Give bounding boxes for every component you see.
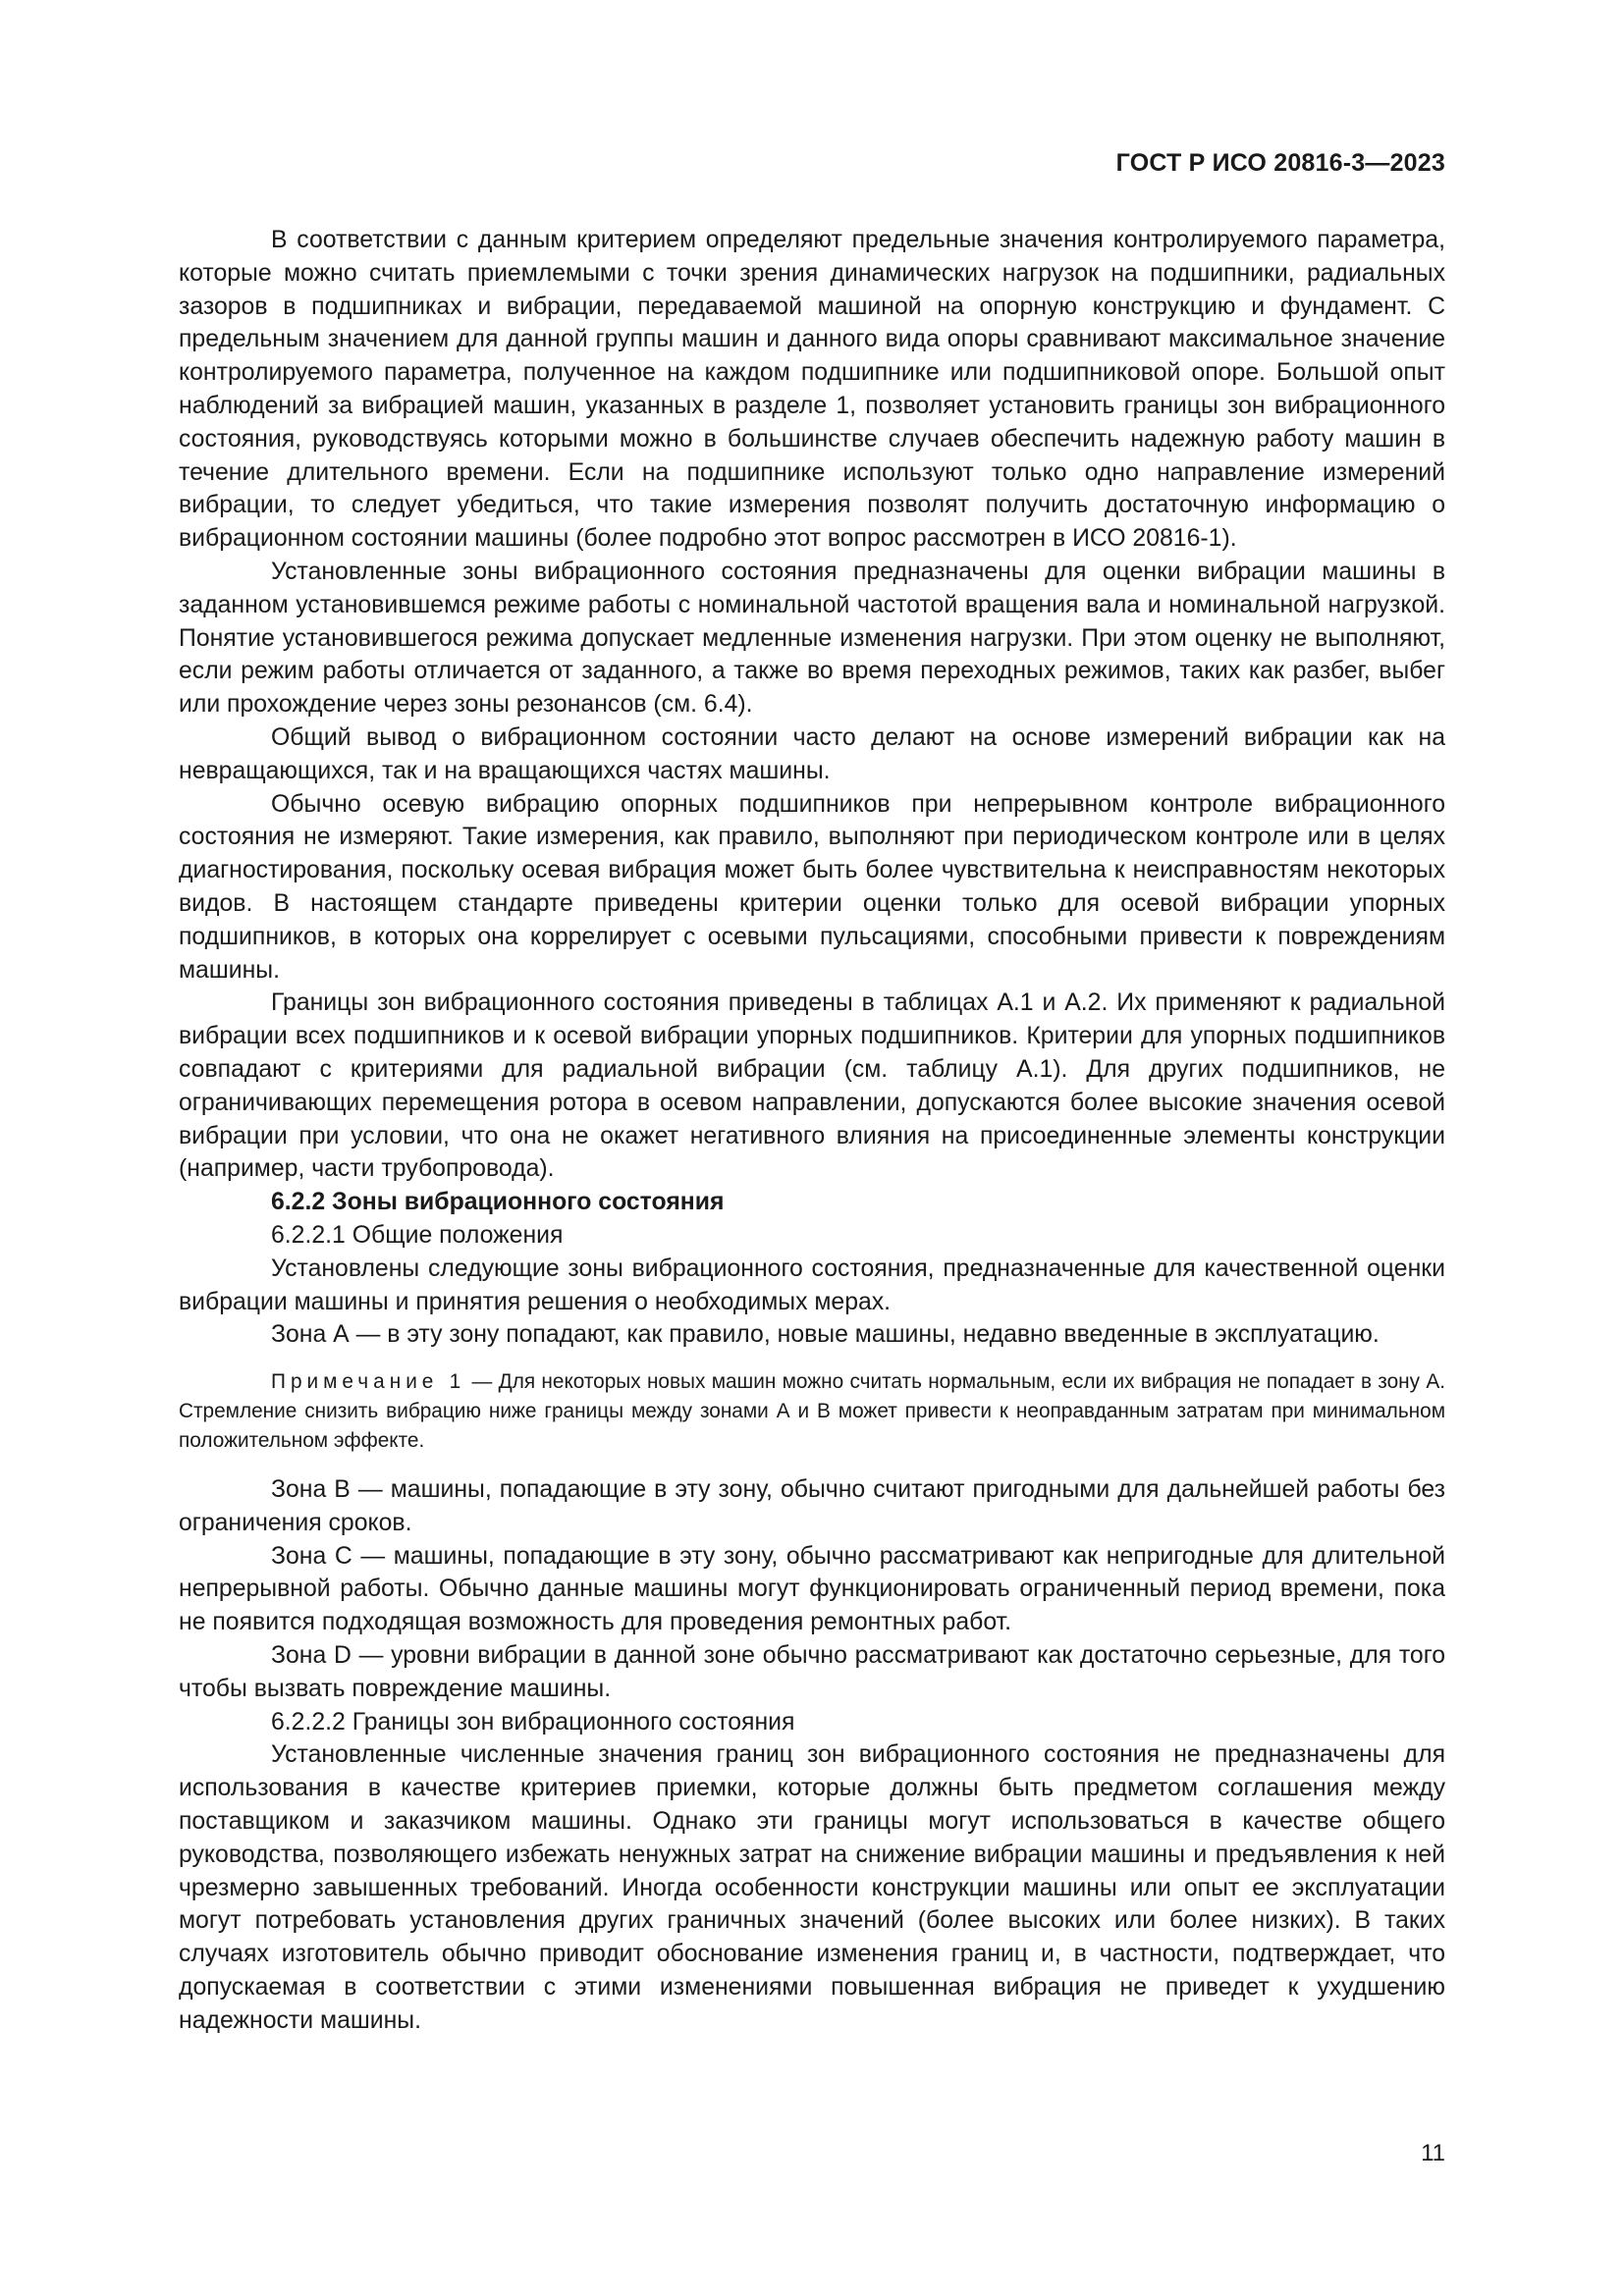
document-code-header: ГОСТ Р ИСО 20816-3—2023	[1115, 149, 1445, 177]
paragraph-zones-established: Установлены следующие зоны вибрационного состояния, предназначенные для качественной оценки вибрации машины и принятия решения о необходимых мерах.	[179, 1255, 1445, 1315]
zone-b-description: Зона В — машины, попадающие в эту зону, обычно считают пригодными для дальнейшей работы без ограничения сроков.	[179, 1476, 1445, 1536]
paragraph-general-conclusion: Общий вывод о вибрационном состоянии часто делают на основе измерений вибрации как на невращающихся, так и на вращающихся частях машины.	[179, 723, 1445, 784]
paragraph-boundary-values: Установленные численные значения границ зон вибрационного состояния не предназначены для использования в качестве критериев приемки, которые должны быть предметом соглашения между поставщиком и заказчиком машины. Однако эти границы могут использоваться в качестве общего руководства, позволяющего избежать ненужных затрат на снижение вибрации машины и предъявления к ней чрезмерно завышенных требований. Иногда особенности конструкции машины или опыт ее эксплуатации могут потребовать установления других граничных значений (более высоких или более низких). В таких случаях изготовитель обычно приводит обоснование изменения границ и, в частности, подтверждает, что допускаемая в соответствии с этими изменениями повышенная вибрация не приведет к ухудшению надежности машины.	[179, 1741, 1445, 2034]
section-heading-6-2-2: 6.2.2 Зоны вибрационного состояния	[271, 1189, 725, 1216]
paragraph-criterion-limits: В соответствии с данным критерием определяют предельные значения контролируемого параметра, которые можно считать приемлемыми с точки зрения динамических нагрузок на подшипники, радиальных зазоров в подшипниках и вибрации, передаваемой машиной на опорную конструкцию и фундамент. С предельным значением для данной группы машин и данного вида опоры сравнивают максимальное значение контролируемого параметра, полученное на каждом подшипнике или подшипниковой опоре. Большой опыт наблюдений за вибрацией машин, указанных в разделе 1, позволяет установить границы зон вибрационного состояния, руководствуясь которыми можно в большинстве случаев обеспечить надежную работу машин в течение длительного времени. Если на подшипнике используют только одно направление измерений вибрации, то следует убедиться, что такие измерения позволят получить достаточную информацию о вибрационном состоянии машины (более подробно этот вопрос рассмотрен в ИСО 20816-1).	[179, 227, 1445, 553]
note-label: Примечание 1	[271, 1370, 466, 1394]
note-1	[179, 1367, 1445, 1456]
zone-d-description: Зона D — уровни вибрации в данной зоне обычно рассматривают как достаточно серьезные, для того чтобы вызвать повреждение машины.	[179, 1642, 1445, 1702]
subsection-6-2-2-1: 6.2.2.1 Общие положения	[271, 1221, 564, 1249]
subsection-6-2-2-2: 6.2.2.2 Границы зон вибрационного состояния	[271, 1708, 795, 1735]
page-number: 11	[1421, 2140, 1445, 2166]
paragraph-zone-boundaries-tables: Границы зон вибрационного состояния приведены в таблицах А.1 и А.2. Их применяют к радиальной вибрации всех подшипников и к осевой вибрации упорных подшипников. Критерии для упорных подшипников совпадают с критериями для радиальной вибрации (см. таблицу А.1). Для других подшипников, не ограничивающих перемещения ротора в осевом направлении, допускаются более высокие значения осевой вибрации при условии, что она не окажет негативного влияния на присоединенные элементы конструкции (например, части трубопровода).	[179, 989, 1445, 1183]
paragraph-steady-state: Установленные зоны вибрационного состояния предназначены для оценки вибрации машины в заданном установившемся режиме работы с номинальной частотой вращения вала и номинальной нагрузкой. Понятие установившегося режима допускает медленные изменения нагрузки. При этом оценку не выполняют, если режим работы отличается от заданного, а также во время переходных режимов, таких как разбег, выбег или прохождение через зоны резонансов (см. 6.4).	[179, 558, 1445, 719]
paragraph-axial-vibration: Обычно осевую вибрацию опорных подшипников при непрерывном контроле вибрационного состояния не измеряют. Такие измерения, как правило, выполняют при периодическом контроле или в целях диагностирования, поскольку осевая вибрация может быть более чувствительна к неисправностям некоторых видов. В настоящем стандарте приведены критерии оценки только для осевой вибрации упорных подшипников, в которых она коррелирует с осевыми пульсациями, способными привести к повреждениям машины.	[179, 790, 1445, 984]
document-body	[179, 224, 1445, 2038]
note-text: — Для некоторых новых машин можно считать нормальным, если их вибрация не попадает в зону А. Стремление снизить вибрацию ниже границы между зонами А и В может привести к неоправданным затратам при минимальном положительном эффекте.	[179, 1370, 1445, 1453]
zone-c-description: Зона С — машины, попадающие в эту зону, обычно рассматривают как непригодные для длительной непрерывной работы. Обычно данные машины могут функционировать ограниченный период времени, пока не появится подходящая возможность для проведения ремонтных работ.	[179, 1542, 1445, 1636]
zone-a-description: Зона А — в эту зону попадают, как правило, новые машины, недавно введенные в эксплуатацию.	[271, 1321, 1380, 1349]
